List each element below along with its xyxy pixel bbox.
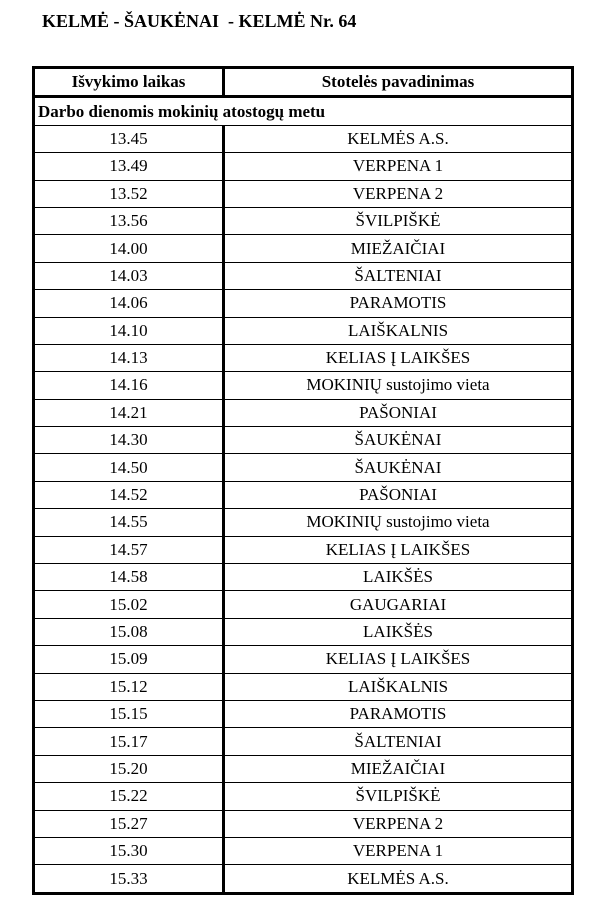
table-row	[34, 153, 573, 180]
table-row	[34, 372, 573, 399]
table-row	[34, 564, 573, 591]
table-row	[34, 317, 573, 344]
departure-time: 15.22	[34, 783, 224, 810]
stop-name: PARAMOTIS	[224, 290, 573, 317]
departure-time: 15.02	[34, 591, 224, 618]
departure-time: 14.55	[34, 509, 224, 536]
stop-name: LAIŠKALNIS	[224, 317, 573, 344]
stop-name: MOKINIŲ sustojimo vieta	[224, 372, 573, 399]
departure-time: 14.52	[34, 481, 224, 508]
table-row	[34, 728, 573, 755]
table-row	[34, 837, 573, 864]
departure-time: 14.21	[34, 399, 224, 426]
timetable	[32, 66, 574, 895]
stop-name: KELMĖS A.S.	[224, 125, 573, 152]
departure-time: 14.16	[34, 372, 224, 399]
departure-time: 13.52	[34, 180, 224, 207]
table-row	[34, 290, 573, 317]
stop-name: ŠALTENIAI	[224, 262, 573, 289]
departure-time: 14.30	[34, 427, 224, 454]
stop-name: ŠAUKĖNAI	[224, 427, 573, 454]
table-row	[34, 399, 573, 426]
stop-name: PAŠONIAI	[224, 399, 573, 426]
table-row	[34, 810, 573, 837]
stop-name: MIEŽAIČIAI	[224, 755, 573, 782]
table-row	[34, 646, 573, 673]
departure-time: 13.56	[34, 207, 224, 234]
stop-name: KELIAS Į LAIKŠES	[224, 536, 573, 563]
departure-time: 15.27	[34, 810, 224, 837]
stop-name: ŠVILPIŠKĖ	[224, 783, 573, 810]
stop-name: ŠALTENIAI	[224, 728, 573, 755]
departure-time: 14.13	[34, 344, 224, 371]
departure-time: 15.12	[34, 673, 224, 700]
table-row	[34, 481, 573, 508]
table-row	[34, 262, 573, 289]
departure-time: 14.57	[34, 536, 224, 563]
stop-name: KELIAS Į LAIKŠES	[224, 344, 573, 371]
table-row	[34, 207, 573, 234]
departure-time: 15.15	[34, 700, 224, 727]
stop-name: GAUGARIAI	[224, 591, 573, 618]
stop-name: VERPENA 2	[224, 810, 573, 837]
table-row	[34, 536, 573, 563]
departure-time: 14.58	[34, 564, 224, 591]
table-row	[34, 700, 573, 727]
departure-time: 15.17	[34, 728, 224, 755]
stop-name: VERPENA 1	[224, 153, 573, 180]
header-row	[34, 68, 573, 97]
stop-name: PAŠONIAI	[224, 481, 573, 508]
section-row	[34, 97, 573, 125]
table-row	[34, 427, 573, 454]
departure-time: 15.30	[34, 837, 224, 864]
stop-name: LAIKŠĖS	[224, 564, 573, 591]
stop-name: ŠVILPIŠKĖ	[224, 207, 573, 234]
stop-name: PARAMOTIS	[224, 700, 573, 727]
stop-name: MIEŽAIČIAI	[224, 235, 573, 262]
table-row	[34, 180, 573, 207]
stop-name: VERPENA 2	[224, 180, 573, 207]
table-row	[34, 235, 573, 262]
table-row	[34, 125, 573, 152]
departure-time: 15.33	[34, 865, 224, 893]
table-row	[34, 591, 573, 618]
departure-time: 15.09	[34, 646, 224, 673]
departure-time: 14.06	[34, 290, 224, 317]
stop-name: ŠAUKĖNAI	[224, 454, 573, 481]
table-row	[34, 509, 573, 536]
section-label: Darbo dienomis mokinių atostogų metu	[34, 97, 573, 125]
departure-time: 13.45	[34, 125, 224, 152]
table-row	[34, 755, 573, 782]
table-row	[34, 344, 573, 371]
departure-time: 14.00	[34, 235, 224, 262]
stop-name: LAIŠKALNIS	[224, 673, 573, 700]
departure-time: 14.10	[34, 317, 224, 344]
stop-name: VERPENA 1	[224, 837, 573, 864]
table-row	[34, 618, 573, 645]
route-title: KELMĖ - ŠAUKĖNAI - KELMĖ Nr. 64	[42, 11, 357, 31]
departure-time: 14.03	[34, 262, 224, 289]
departure-time: 14.50	[34, 454, 224, 481]
stop-name: KELIAS Į LAIKŠES	[224, 646, 573, 673]
table-row	[34, 783, 573, 810]
stop-name: MOKINIŲ sustojimo vieta	[224, 509, 573, 536]
departure-time: 13.49	[34, 153, 224, 180]
departure-time: 15.08	[34, 618, 224, 645]
stop-name-header: Stotelės pavadinimas	[224, 68, 573, 97]
table-row	[34, 454, 573, 481]
table-row	[34, 865, 573, 893]
table-row	[34, 673, 573, 700]
stop-name: KELMĖS A.S.	[224, 865, 573, 893]
departure-time: 15.20	[34, 755, 224, 782]
departure-time-header: Išvykimo laikas	[34, 68, 224, 97]
stop-name: LAIKŠĖS	[224, 618, 573, 645]
